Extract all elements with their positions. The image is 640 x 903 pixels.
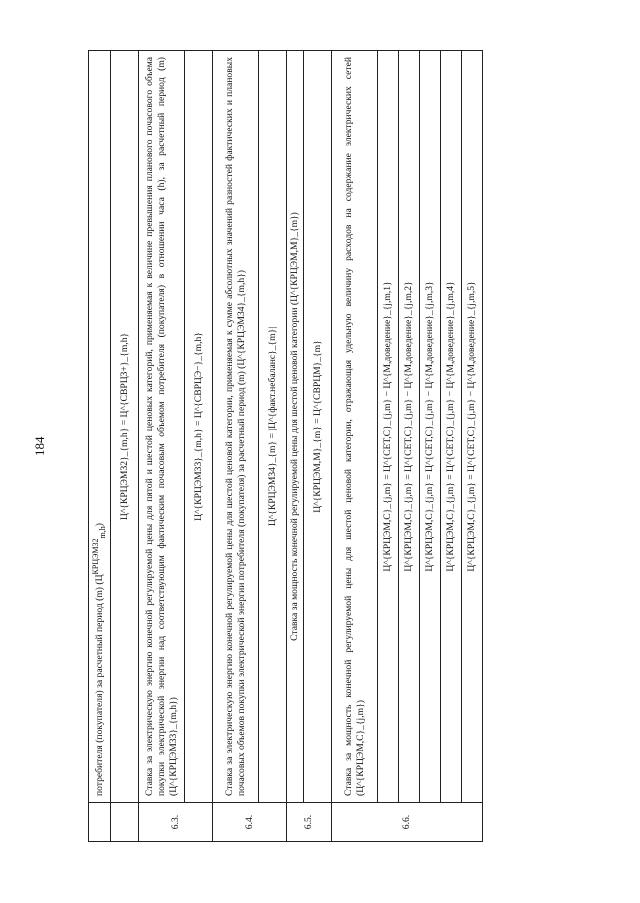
table-row [185,51,213,842]
row-number-cell: 6.3. [139,803,213,842]
formula-line: Ц^{КРЦЭМ,С}_{j,m} = Ц^{СЕТ,С}_{j,m} − Ц^{М,доведение}_{j,m,2} [398,51,419,802]
description-cell: Ставка за электрическую энергию конечной регулируемой цены для шестой ценовой категории, применяемая к сумме абсолютных значений разностей фактических и плановых почасовых объемов покупки электрической энергии потребителя (покупателя) за расчетный период (m) (Ц^{КРЦЭМ34}_{m,h}) [213,51,259,803]
table-row [213,51,259,842]
table-row [111,51,139,842]
rotated-table-container [88,50,478,842]
description-cell: Ставка за электрическую энергию конечной регулируемой цены для пятой и шестой ценовых категорий, применяемая к величине превышения планового почасового объема покупки электрической энергии над соответствующим фактическим почасовым объемом потребителя (покупателя) в отношении часа (h), за расчетный период (m) (Ц^{КРЦЭМ33}_{m,h}) [139,51,185,803]
formula-line: Ц^{КРЦЭМ,С}_{j,m} = Ц^{СЕТ,С}_{j,m} − Ц^{М,доведение}_{j,m,5} [461,51,482,802]
row-number-cell: 6.4. [213,803,287,842]
formula-line: Ц^{КРЦЭМ,С}_{j,m} = Ц^{СЕТ,С}_{j,m} − Ц^{М,доведение}_{j,m,1} [382,281,394,572]
table-row [332,51,378,842]
table-row [378,51,483,842]
row-number-cell: 6.5. [287,803,332,842]
table-row [259,51,287,842]
formula-cell: Ц^{КРЦЭМ,М}_{m} = Ц^{СВРЦМ}_{m} [304,51,332,803]
description-cell: Ставка за мощность конечной регулируемой цены для шестой ценовой категории, отражающая удельную величину расходов на содержание электрических сетей (Ц^{КРЦЭМ,С}_{j,m}) [332,51,378,803]
row-number-cell: 6.6. [332,803,483,842]
page-number: 184 [32,436,47,456]
row-number-cell [111,803,139,842]
formula-cell: Ц^{КРЦЭМ34}_{m} = |Ц^{факт.небаланс}_{m}| [259,51,287,803]
table-row [139,51,185,842]
formula-cell: Ц^{КРЦЭМ32}_{m,h} = Ц^{СВРЦ3+}_{m,h} [111,51,139,803]
sub-text: m,h [98,526,108,539]
description-cell: Ставка за мощность конечной регулируемой цены для шестой ценовой категории (Ц^{КРЦЭМ,М}_{m}) [287,51,304,803]
table-row [304,51,332,842]
formula-list-cell [378,51,483,803]
continuation-label: потребителя (покупателя) за расчетный период (m) (Ц [94,574,106,796]
row-number-cell [89,803,111,842]
formula-line: Ц^{КРЦЭМ,С}_{j,m} = Ц^{СЕТ,С}_{j,m} − Ц^{М,доведение}_{j,m,4} [440,51,461,802]
continuation-text: потребителя (покупателя) за расчетный период (m) $(Ц^{КРЦЭМ32}_{m,h})$ [89,51,111,803]
formula-cell: Ц^{КРЦЭМ33}_{m,h} = Ц^{СВРЦЭ−}_{m,h} [185,51,213,803]
table-row [287,51,304,842]
formula-line: Ц^{КРЦЭМ,С}_{j,m} = Ц^{СЕТ,С}_{j,m} − Ц^{М,доведение}_{j,m,3} [419,51,440,802]
tariff-table [88,50,483,842]
table-row [89,51,111,842]
sup-text: КРЦЭМ32 [91,538,100,575]
